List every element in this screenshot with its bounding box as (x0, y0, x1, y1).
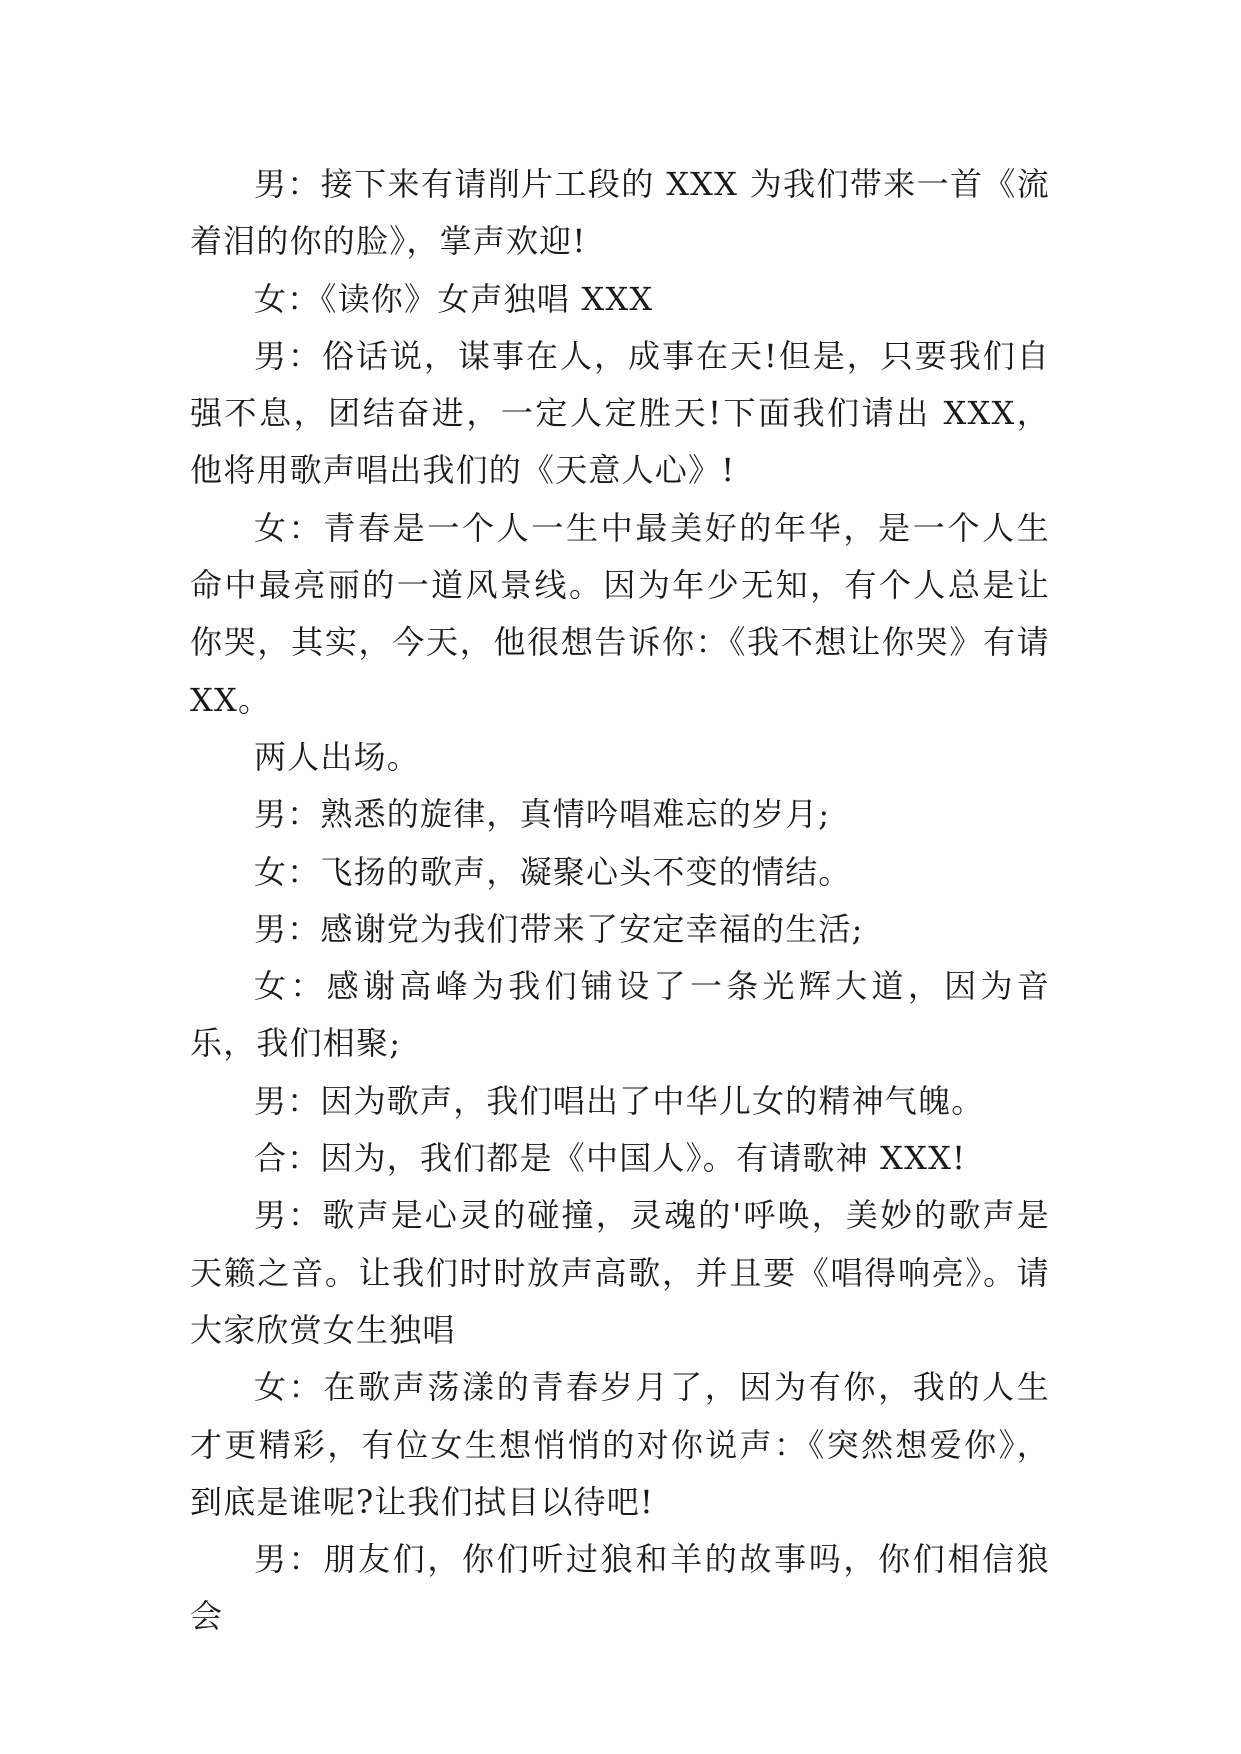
paragraph: 男：歌声是心灵的碰撞，灵魂的'呼唤，美妙的歌声是天籁之音。让我们时时放声高歌，并且要《唱得响亮》。请大家欣赏女生独唱 (190, 1196, 1050, 1349)
paragraph: 女：青春是一个人一生中最美好的年华，是一个人生命中最亮丽的一道风景线。因为年少无知，有个人总是让你哭，其实，今天，他很想告诉你：《我不想让你哭》有请 XX。 (190, 508, 1050, 719)
paragraph: 男：熟悉的旋律，真情吟唱难忘的岁月; (254, 795, 831, 834)
paragraph: 男：朋友们，你们听过狼和羊的故事吗，你们相信狼会 (190, 1540, 1050, 1636)
paragraph: 合：因为，我们都是《中国人》。有请歌神 XXX! (254, 1139, 967, 1178)
paragraph: 男：接下来有请削片工段的 XXX 为我们带来一首《流着泪的你的脸》，掌声欢迎! (190, 165, 1050, 261)
paragraph: 女：在歌声荡漾的青春岁月了，因为有你，我的人生才更精彩，有位女生想悄悄的对你说声：《突然想爱你》，到底是谁呢?让我们拭目以待吧! (190, 1368, 1050, 1521)
paragraph: 女：《读你》女声独唱 XXX (254, 279, 654, 318)
paragraph: 男：俗话说，谋事在人，成事在天!但是，只要我们自强不息，团结奋进，一定人定胜天!下面我们请出 XXX，他将用歌声唱出我们的《天意人心》! (190, 336, 1050, 490)
document-body (190, 156, 1050, 1646)
paragraph: 男：因为歌声，我们唱出了中华儿女的精神气魄。 (254, 1081, 985, 1120)
paragraph: 男：感谢党为我们带来了安定幸福的生活; (254, 909, 864, 948)
paragraph: 两人出场。 (254, 737, 421, 776)
paragraph: 女：飞扬的歌声，凝聚心头不变的情结。 (254, 852, 852, 891)
paragraph: 女：感谢高峰为我们铺设了一条光辉大道，因为音乐，我们相聚; (190, 967, 1050, 1063)
